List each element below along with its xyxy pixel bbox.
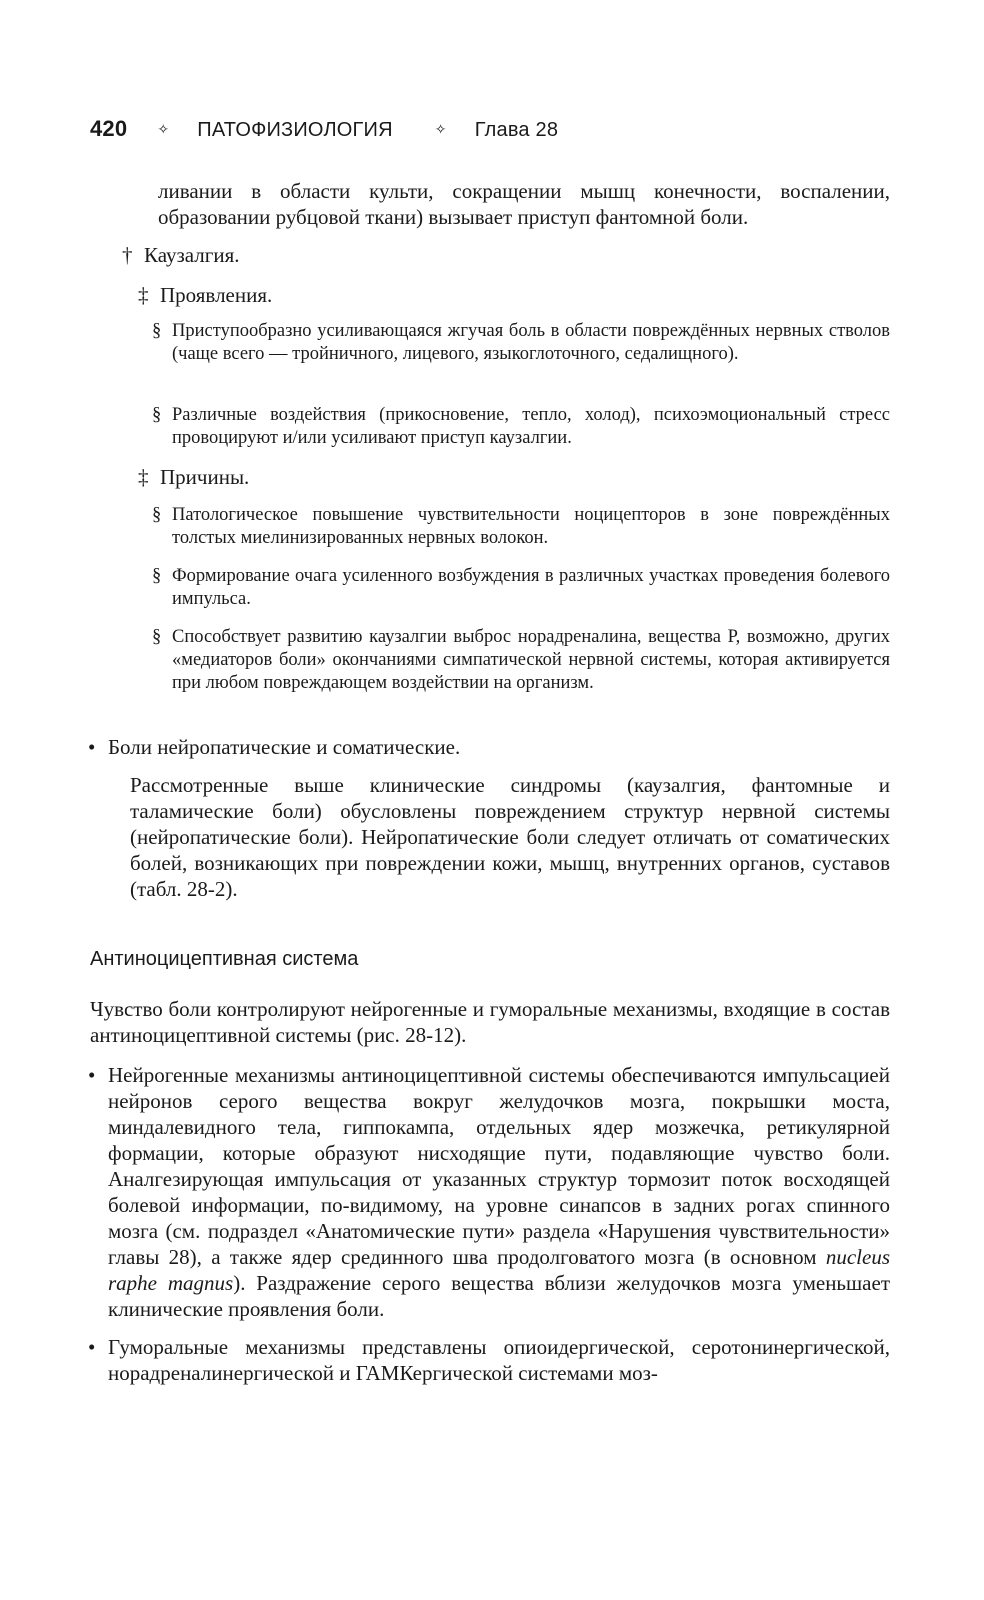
neurogenic-text: Нейрогенные механизмы антиноцицептивной системы обеспечиваются импульсацией нейронов серого вещества вокруг желудочков мозга, покрышки моста, миндалевидного тела, гиппокампа, отдельных ядер мозжечка, ретикулярной формации, которые образуют нисходящие пути, подавляющие чувство боли. Аналгезирующая импульсация от указанных структур тормозит поток восходящей болевой информации, по-видимому, на уровне синапсов в задних рогах спинного мозга (см. подраздел «Анатомические пути» раздела «Нарушения чувствительности» главы 28), а также ядер срединного шва продолговатого мозга (в основном: [108, 1063, 890, 1269]
section-marker: §: [152, 405, 162, 425]
list-item: [152, 404, 890, 450]
bullet-marker: •: [88, 1063, 96, 1087]
double-dagger-marker: ‡: [138, 465, 149, 489]
list-item: [88, 1062, 890, 1322]
diamond-ornament-icon: ✧: [434, 121, 447, 137]
manifestations-heading: [138, 282, 890, 308]
bullet-marker: •: [88, 735, 96, 759]
neurogenic-text: ). Раздражение серого вещества вблизи желудочков мозга уменьшает клинические проявления боли.: [108, 1271, 890, 1321]
bullet-marker: •: [88, 1335, 96, 1359]
neuropathic-paragraph: Рассмотренные выше клинические синдромы (каузалгия, фантомные и таламические боли) обусловлены повреждением структур нервной системы (нейропатические боли). Нейропатические боли следует отличать от соматических болей, возникающих при повреждении кожи, мышц, внутренних органов, суставов (табл. 28-2).: [130, 773, 890, 901]
section-marker: §: [152, 321, 162, 341]
double-dagger-marker: ‡: [138, 283, 149, 307]
manifestation-text: Различные воздействия (прикосновение, тепло, холод), психоэмоциональный стресс провоцируют и/или усиливают приступ каузалгии.: [172, 405, 890, 448]
dagger-marker: †: [122, 243, 133, 267]
section-marker: §: [152, 566, 162, 586]
neuropathic-title: Боли нейропатические и соматические.: [108, 735, 461, 759]
list-item: [152, 320, 890, 366]
latin-term: nucleus raphe magnus: [108, 1245, 890, 1295]
section-heading: Антиноцицептивная система: [90, 948, 359, 970]
manifestations-title: Проявления.: [160, 283, 273, 307]
humoral-paragraph: Гуморальные механизмы представлены опиоидергической, серотонинергической, норадреналинергической и ГАМКергической системами моз-: [108, 1335, 890, 1385]
causalgia-heading: [122, 242, 890, 268]
diamond-ornament-icon: ✧: [157, 121, 170, 137]
causalgia-title: Каузалгия.: [144, 243, 240, 267]
section-marker: §: [152, 505, 162, 525]
book-title: ПАТОФИЗИОЛОГИЯ: [197, 119, 393, 141]
causes-heading: [138, 464, 890, 490]
causes-title: Причины.: [160, 465, 250, 489]
manifestation-text: Приступообразно усиливающаяся жгучая боль в области повреждённых нервных стволов (чаще всего — тройничного, лицевого, языкоглоточного, седалищного).: [172, 321, 890, 364]
cause-text: Формирование очага усиленного возбуждения в различных участках проведения болевого импульса.: [172, 566, 890, 609]
page-number: 420: [90, 116, 128, 141]
cause-text: Способствует развитию каузалгии выброс норадреналина, вещества Р, возможно, других «медиаторов боли» окончаниями симпатической нервной системы, которая активируется при любом повреждающем воздействии на организм.: [172, 627, 890, 693]
neurogenic-paragraph: [108, 1062, 890, 1322]
section-marker: §: [152, 627, 162, 647]
intro-paragraph: Чувство боли контролируют нейрогенные и гуморальные механизмы, входящие в состав антиноцицептивной системы (рис. 28-12).: [90, 997, 890, 1047]
running-header: [90, 116, 558, 146]
list-item: [152, 504, 890, 550]
list-item: [152, 626, 890, 695]
cause-text: Патологическое повышение чувствительности ноцицепторов в зоне повреждённых толстых миелинизированных нервных волокон.: [172, 505, 890, 548]
list-item: [88, 734, 890, 760]
list-item: [152, 565, 890, 611]
chapter-label: Глава 28: [474, 119, 559, 141]
continuation-paragraph: ливании в области культи, сокращении мышц конечности, воспалении, образовании рубцовой ткани) вызывает приступ фантомной боли.: [158, 179, 890, 229]
list-item: [88, 1334, 890, 1386]
